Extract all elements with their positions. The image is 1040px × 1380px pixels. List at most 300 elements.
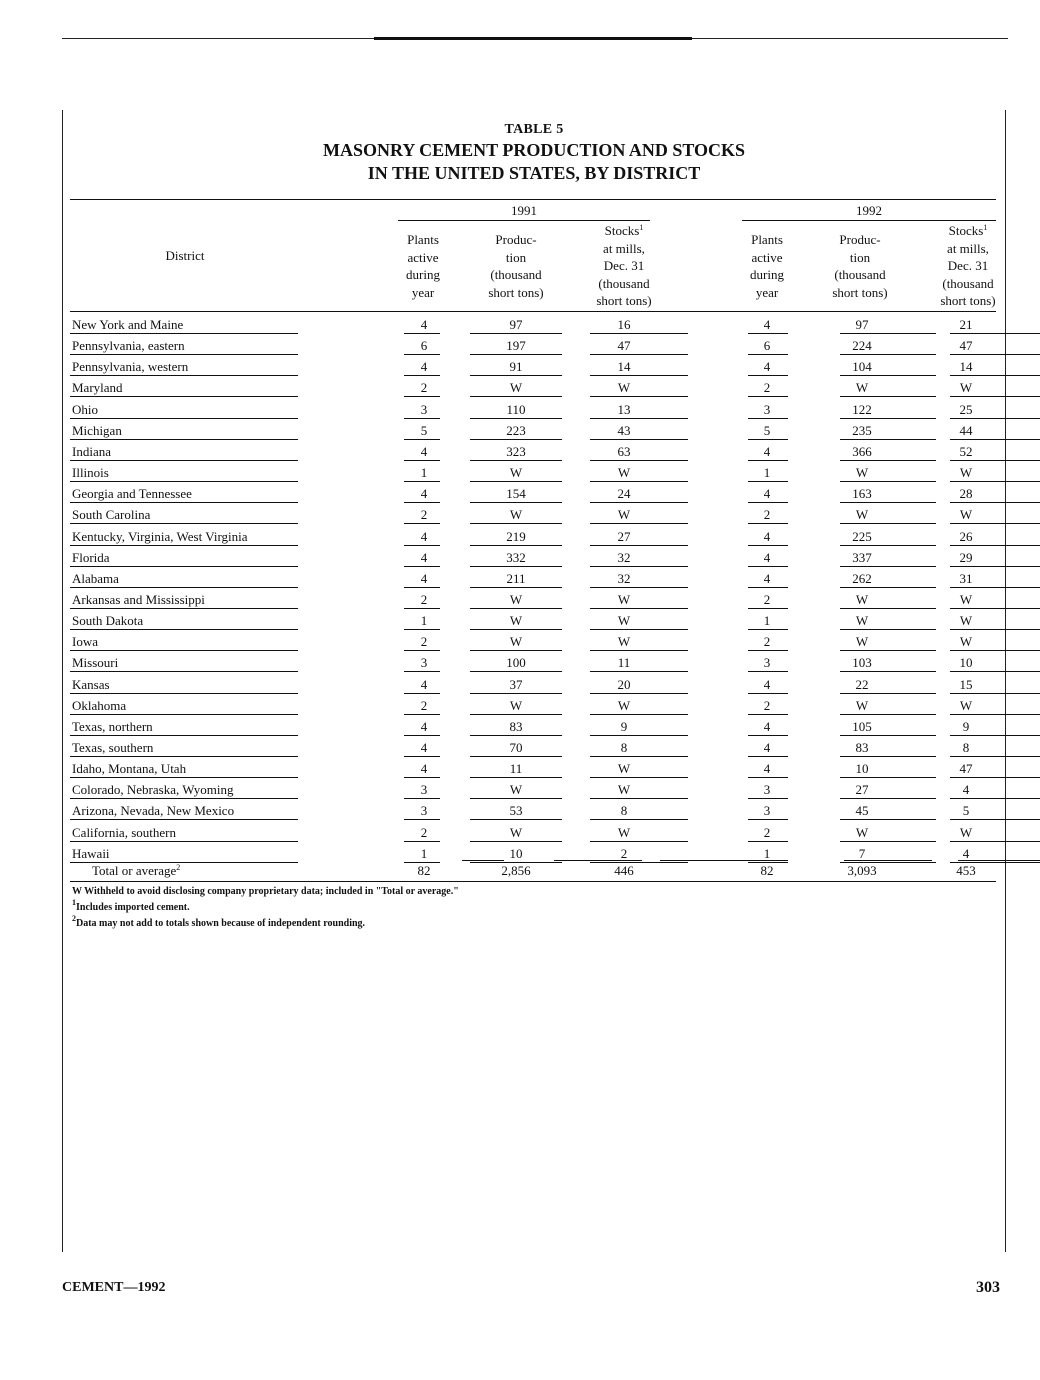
row-rule <box>70 566 298 567</box>
cell-prod92: 27 <box>855 782 869 798</box>
cell-s92: 29 <box>959 549 973 565</box>
district-name: Pennsylvania, eastern <box>72 338 185 354</box>
row-rule <box>404 396 440 397</box>
row-rule <box>590 439 688 440</box>
row-rule <box>70 608 298 609</box>
cell-p92: 4 <box>763 486 771 502</box>
row-rule <box>590 460 688 461</box>
cell-prod91: 332 <box>506 549 526 565</box>
row-rule <box>404 735 440 736</box>
row-rule <box>748 439 788 440</box>
cell-p92: 5 <box>763 422 771 438</box>
cell-s91: 16 <box>617 317 631 332</box>
row-rule <box>470 354 562 355</box>
cell-p92: 4 <box>763 676 771 692</box>
cell-prod91: 197 <box>506 338 526 354</box>
cell-s92: 8 <box>962 740 970 755</box>
cell-s92: 9 <box>962 718 970 734</box>
cell-prod92: W <box>855 507 869 523</box>
cell-p92: 3 <box>763 401 771 417</box>
row-rule <box>840 502 936 503</box>
row-rule <box>404 439 440 440</box>
row-rule <box>404 671 440 672</box>
row-rule <box>470 650 562 651</box>
row-rule <box>470 460 562 461</box>
cell-prod92: 224 <box>852 338 872 354</box>
production-header-line: Produc- <box>495 232 537 247</box>
cell-p92: 6 <box>763 338 771 354</box>
table-label: TABLE 5 <box>504 122 564 137</box>
row-rule <box>70 418 298 419</box>
row-rule <box>70 375 298 376</box>
row-rule <box>470 608 562 609</box>
district-name: Pennsylvania, western <box>72 359 189 375</box>
row-rule <box>404 566 440 567</box>
production-header-line: Produc- <box>839 232 881 247</box>
row-rule <box>950 566 1040 567</box>
row-rule <box>748 460 788 461</box>
cell-s92: 28 <box>959 486 973 502</box>
row-rule <box>470 523 562 524</box>
total-production-1992: 3,093 <box>847 863 877 878</box>
production-header-line: (thousand <box>834 267 886 282</box>
cell-p92: 4 <box>763 718 771 734</box>
year-1991-rule <box>398 220 650 221</box>
row-rule <box>748 418 788 419</box>
cell-s92: 4 <box>962 782 970 798</box>
cell-s92: 14 <box>959 359 973 375</box>
row-rule <box>70 545 298 546</box>
row-rule <box>748 798 788 799</box>
row-rule <box>840 523 936 524</box>
row-rule <box>950 777 1040 778</box>
row-rule <box>70 650 298 651</box>
district-name: Ohio <box>72 401 98 417</box>
cell-prod91: W <box>509 507 523 523</box>
cell-s91: 2 <box>620 845 628 861</box>
row-rule <box>470 375 562 376</box>
row-rule <box>840 693 936 694</box>
table-heading <box>62 122 1006 184</box>
row-rule <box>840 439 936 440</box>
row-rule <box>590 650 688 651</box>
row-rule <box>950 375 1040 376</box>
table-bottom-rule <box>70 881 996 882</box>
plants-header-line: during <box>406 267 440 282</box>
row-rule <box>590 798 688 799</box>
row-rule <box>70 841 298 842</box>
cell-prod92: 163 <box>852 486 872 502</box>
row-rule <box>404 481 440 482</box>
top-rule-accent <box>374 37 692 40</box>
district-name: California, southern <box>72 824 176 840</box>
table-row <box>70 716 996 737</box>
row-rule <box>70 735 298 736</box>
row-rule <box>404 608 440 609</box>
row-rule <box>748 735 788 736</box>
table-row <box>70 356 996 377</box>
row-rule <box>950 693 1040 694</box>
row-rule <box>840 481 936 482</box>
cell-prod92: W <box>855 465 869 481</box>
cell-p91: 1 <box>420 465 428 481</box>
row-rule <box>950 396 1040 397</box>
district-name: New York and Maine <box>72 317 184 332</box>
row-rule <box>840 798 936 799</box>
row-rule <box>404 587 440 588</box>
cell-s91: 8 <box>620 803 628 819</box>
cell-p91: 3 <box>420 401 428 417</box>
district-name: South Dakota <box>72 613 144 629</box>
table-row <box>70 737 996 758</box>
row-rule <box>748 629 788 630</box>
cell-prod91: 154 <box>506 486 526 502</box>
cell-prod92: 337 <box>852 549 872 565</box>
district-name: Idaho, Montana, Utah <box>72 761 187 777</box>
cell-s91: 9 <box>620 718 628 734</box>
cell-p91: 2 <box>420 591 428 607</box>
cell-prod92: 235 <box>852 422 872 438</box>
cell-p92: 2 <box>763 591 771 607</box>
district-name: Iowa <box>72 634 98 650</box>
row-rule <box>404 798 440 799</box>
year-1992-label: 1992 <box>856 203 882 218</box>
district-name: Missouri <box>72 655 119 671</box>
cell-s92: W <box>959 591 973 607</box>
row-rule <box>950 333 1040 334</box>
row-rule <box>950 671 1040 672</box>
row-rule <box>950 756 1040 757</box>
cell-prod92: 122 <box>852 401 872 417</box>
table-row <box>70 589 996 610</box>
cell-p92: 4 <box>763 317 771 332</box>
cell-p91: 2 <box>420 507 428 523</box>
cell-prod91: 211 <box>506 570 526 586</box>
row-rule <box>70 523 298 524</box>
row-rule <box>470 798 562 799</box>
row-rule <box>70 354 298 355</box>
cell-prod92: 105 <box>852 718 872 734</box>
cell-prod91: 11 <box>509 761 523 777</box>
row-rule <box>70 671 298 672</box>
cell-prod92: W <box>855 591 869 607</box>
row-rule <box>590 693 688 694</box>
cell-p92: 2 <box>763 507 771 523</box>
row-rule <box>840 375 936 376</box>
cell-p92: 3 <box>763 655 771 671</box>
cell-prod92: 10 <box>855 761 869 777</box>
cell-s91: W <box>617 613 631 629</box>
cell-s91: W <box>617 380 631 396</box>
row-rule <box>70 798 298 799</box>
table-row <box>70 695 996 716</box>
district-name: South Carolina <box>72 507 151 523</box>
cell-prod91: 323 <box>506 443 526 459</box>
row-rule <box>748 354 788 355</box>
row-rule <box>840 396 936 397</box>
district-name: Illinois <box>72 465 109 481</box>
cell-p91: 2 <box>420 634 428 650</box>
table-row <box>70 399 996 420</box>
stocks-header-line: short tons) <box>596 293 652 308</box>
cell-prod92: 83 <box>855 740 869 755</box>
table-row <box>70 568 996 589</box>
cell-p91: 2 <box>420 697 428 713</box>
row-rule <box>950 841 1040 842</box>
cell-p92: 1 <box>763 613 771 629</box>
table-row <box>70 800 996 821</box>
stocks-header-1992 <box>916 222 1020 310</box>
row-rule <box>840 418 936 419</box>
row-rule <box>470 841 562 842</box>
cell-s91: W <box>617 824 631 840</box>
cell-prod91: W <box>509 782 523 798</box>
stocks-header-1991 <box>572 222 676 310</box>
table-title-line-1: MASONRY CEMENT PRODUCTION AND STOCKS <box>322 140 746 160</box>
cell-s92: 10 <box>959 655 973 671</box>
cell-s92: 26 <box>959 528 973 544</box>
row-rule <box>590 396 688 397</box>
cell-s91: W <box>617 465 631 481</box>
plants-header-1992 <box>732 231 802 301</box>
cell-p92: 4 <box>763 570 771 586</box>
cell-s92: 15 <box>959 676 973 692</box>
row-rule <box>950 798 1040 799</box>
row-rule <box>470 396 562 397</box>
cell-p92: 4 <box>763 359 771 375</box>
row-rule <box>950 439 1040 440</box>
row-rule <box>950 523 1040 524</box>
production-header-line: short tons) <box>488 284 544 300</box>
cell-s92: 4 <box>962 845 970 861</box>
row-rule <box>748 714 788 715</box>
year-1992-rule <box>742 220 996 221</box>
cell-s91: 24 <box>617 486 631 502</box>
cell-p91: 4 <box>420 549 428 565</box>
district-name: Oklahoma <box>72 697 127 713</box>
cell-p91: 4 <box>420 317 428 332</box>
district-name: Michigan <box>72 422 122 438</box>
total-stocks-1991: 446 <box>614 863 634 878</box>
row-rule <box>840 650 936 651</box>
plants-header-line: Plants <box>407 232 439 247</box>
table-row <box>70 610 996 631</box>
header-bottom-rule <box>70 311 996 312</box>
table-row <box>70 462 996 483</box>
cell-prod92: 103 <box>852 655 872 671</box>
cell-p91: 1 <box>420 845 428 861</box>
row-rule <box>590 354 688 355</box>
cell-prod91: 70 <box>509 740 523 755</box>
row-rule <box>404 375 440 376</box>
cell-p92: 2 <box>763 380 771 396</box>
row-rule <box>404 714 440 715</box>
row-rule <box>70 460 298 461</box>
district-column-header: District <box>165 248 205 263</box>
row-rule <box>70 693 298 694</box>
row-rule <box>590 333 688 334</box>
row-rule <box>404 819 440 820</box>
cell-p91: 4 <box>420 486 428 502</box>
production-header-line: short tons) <box>832 284 888 300</box>
cell-s92: W <box>959 507 973 523</box>
district-name: Texas, northern <box>72 718 153 734</box>
cell-prod91: W <box>509 824 523 840</box>
row-rule <box>950 460 1040 461</box>
cell-p91: 4 <box>420 761 428 777</box>
cell-s91: 14 <box>617 359 631 375</box>
row-rule <box>950 608 1040 609</box>
cell-prod91: W <box>509 465 523 481</box>
cell-prod91: W <box>509 634 523 650</box>
cell-p91: 4 <box>420 359 428 375</box>
row-rule <box>470 502 562 503</box>
cell-prod92: 262 <box>852 570 872 586</box>
row-rule <box>470 777 562 778</box>
cell-prod91: 53 <box>509 803 523 819</box>
row-rule <box>470 714 562 715</box>
row-rule <box>840 460 936 461</box>
district-name: Arizona, Nevada, New Mexico <box>72 803 235 819</box>
cell-p92: 4 <box>763 549 771 565</box>
plants-header-1991 <box>388 231 458 301</box>
table-row <box>70 483 996 504</box>
table-row <box>70 441 996 462</box>
row-rule <box>590 545 688 546</box>
row-rule <box>840 608 936 609</box>
cell-p91: 4 <box>420 718 428 734</box>
total-plants-1991: 82 <box>417 863 431 878</box>
cell-p91: 2 <box>420 824 428 840</box>
cell-p92: 4 <box>763 740 771 755</box>
cell-prod92: 45 <box>855 803 869 819</box>
row-rule <box>470 333 562 334</box>
cell-p92: 1 <box>763 465 771 481</box>
cell-s91: 32 <box>617 570 631 586</box>
table-row <box>70 547 996 568</box>
cell-p91: 5 <box>420 422 428 438</box>
cell-prod91: 100 <box>506 655 526 671</box>
row-rule <box>404 841 440 842</box>
cell-prod92: W <box>855 613 869 629</box>
plants-header-line: Plants <box>751 232 783 247</box>
cell-p92: 3 <box>763 782 771 798</box>
row-rule <box>950 418 1040 419</box>
stocks-header-first-line: Stocks$^1$ <box>948 223 988 238</box>
cell-s91: W <box>617 782 631 798</box>
row-rule <box>404 777 440 778</box>
table-row <box>70 779 996 800</box>
footnotes <box>72 884 459 932</box>
row-rule <box>470 671 562 672</box>
table-row <box>70 420 996 441</box>
cell-p92: 2 <box>763 634 771 650</box>
row-rule <box>748 396 788 397</box>
cell-s91: 11 <box>617 655 631 671</box>
cell-p92: 3 <box>763 803 771 819</box>
row-rule <box>70 756 298 757</box>
stocks-header-first-line: Stocks$^1$ <box>604 223 644 238</box>
stocks-header-line: (thousand <box>598 275 650 291</box>
cell-s91: W <box>617 761 631 777</box>
row-rule <box>748 375 788 376</box>
cell-s91: 13 <box>617 401 631 417</box>
stocks-header-line: short tons) <box>940 293 996 308</box>
year-1991-label: 1991 <box>511 203 537 218</box>
plants-header-line: active <box>751 249 783 265</box>
cell-prod92: W <box>855 824 869 840</box>
table-row <box>70 526 996 547</box>
district-name: Florida <box>72 549 110 565</box>
row-rule <box>748 502 788 503</box>
stocks-header-line: Dec. 31 <box>947 258 989 273</box>
row-rule <box>404 418 440 419</box>
row-rule <box>470 587 562 588</box>
row-rule <box>404 693 440 694</box>
cell-p91: 4 <box>420 676 428 692</box>
production-header-line: tion <box>505 249 527 265</box>
row-rule <box>748 693 788 694</box>
row-rule <box>590 375 688 376</box>
cell-s91: W <box>617 697 631 713</box>
row-rule <box>590 841 688 842</box>
row-rule <box>470 735 562 736</box>
total-stocks-1992: 453 <box>956 863 976 878</box>
table-row <box>70 652 996 673</box>
cell-prod91: 97 <box>509 317 523 332</box>
row-rule <box>840 735 936 736</box>
plants-header-line: active <box>407 249 439 265</box>
stocks-header-line: Dec. 31 <box>603 258 645 273</box>
row-rule <box>748 566 788 567</box>
row-rule <box>840 777 936 778</box>
row-rule <box>590 629 688 630</box>
row-rule <box>70 396 298 397</box>
row-rule <box>404 650 440 651</box>
row-rule <box>590 608 688 609</box>
cell-s92: W <box>959 613 973 629</box>
cell-p91: 4 <box>420 570 428 586</box>
cell-s92: 31 <box>959 570 973 586</box>
cell-s92: 5 <box>962 803 970 819</box>
cell-s91: 63 <box>617 443 631 459</box>
cell-prod91: 83 <box>509 718 523 734</box>
row-rule <box>404 523 440 524</box>
row-rule <box>748 587 788 588</box>
table-row <box>70 758 996 779</box>
row-rule <box>590 777 688 778</box>
row-rule <box>840 756 936 757</box>
row-rule <box>470 819 562 820</box>
row-rule <box>950 354 1040 355</box>
stocks-header-line: at mills, <box>603 240 645 256</box>
cell-s92: W <box>959 634 973 650</box>
cell-s91: 8 <box>620 740 628 755</box>
table-row <box>70 631 996 652</box>
cell-prod91: W <box>509 380 523 396</box>
row-rule <box>840 714 936 715</box>
cell-s91: 47 <box>617 338 631 354</box>
table-title-line-2: IN THE UNITED STATES, BY DISTRICT <box>367 163 701 183</box>
district-name: Hawaii <box>72 845 110 861</box>
cell-s92: W <box>959 824 973 840</box>
stocks-header-line: (thousand <box>942 275 994 291</box>
table-row <box>70 674 996 695</box>
cell-prod92: W <box>855 634 869 650</box>
plants-header-line: year <box>411 284 435 300</box>
cell-prod91: 10 <box>509 845 523 861</box>
cell-s91: 32 <box>617 549 631 565</box>
